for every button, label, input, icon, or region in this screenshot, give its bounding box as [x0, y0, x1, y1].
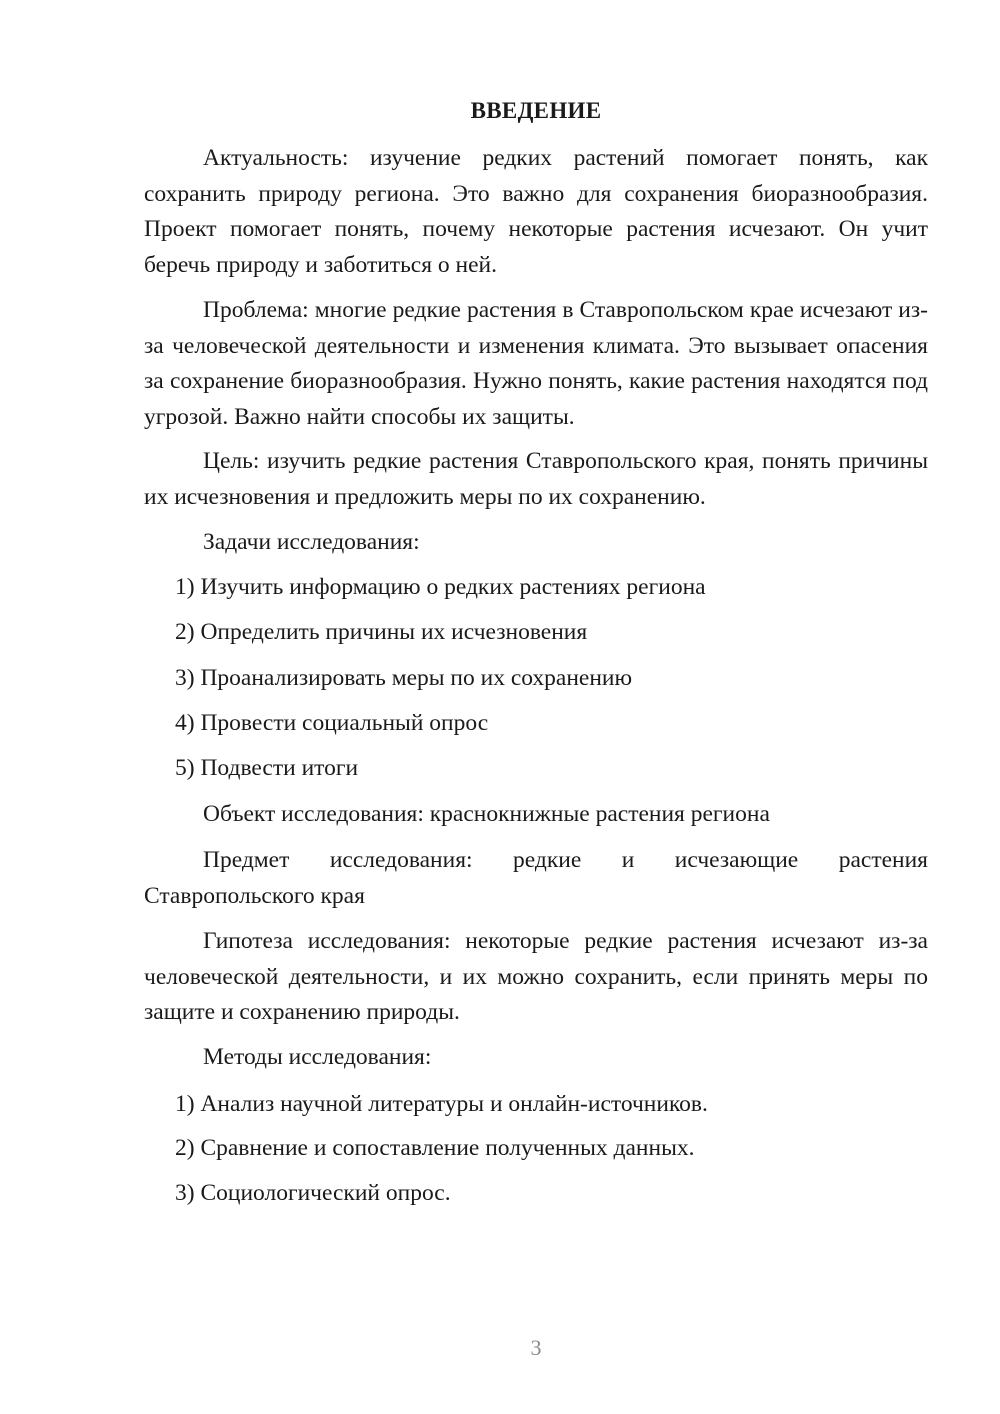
task-item: 5) Подвести итоги [175, 755, 359, 781]
task-item: 2) Определить причины их исчезновения [175, 619, 588, 645]
research-hypothesis: Гипотеза исследования: некоторые редкие растения исчезают из-за человеческой деятельности, и их можно сохранить, если принять меры по защите и сохранению природы. [144, 928, 928, 1025]
task-item: 3) Проанализировать меры по их сохранению [175, 665, 633, 691]
research-object: Объект исследования: краснокнижные растения региона [203, 801, 770, 827]
task-item: 4) Провести социальный опрос [175, 710, 489, 736]
section-title: ВВЕДЕНИЕ [470, 98, 602, 123]
problem-paragraph: Проблема: многие редкие растения в Ставропольском крае исчезают из-за человеческой деятельности и изменения климата. Это вызывает опасения за сохранение биоразнообразия. Нужно понять, какие растения находятся под угрозой. Важно найти способы их защиты. [144, 297, 928, 430]
goal-paragraph: Цель: изучить редкие растения Ставропольского края, понять причины их исчезновения и предложить меры по их сохранению. [144, 448, 928, 510]
method-item: 2) Сравнение и сопоставление полученных данных. [175, 1135, 695, 1161]
method-item: 3) Социологический опрос. [175, 1180, 451, 1206]
tasks-heading: Задачи исследования: [203, 529, 420, 555]
relevance-paragraph: Актуальность: изучение редких растений помогает понять, как сохранить природу региона. Это важно для сохранения биоразнообразия. Проект помогает понять, почему некоторые растения исчезают. Он учит беречь природу и заботиться о ней. [144, 145, 928, 278]
task-item: 1) Изучить информацию о редких растениях региона [175, 574, 706, 600]
page-number: 3 [530, 1335, 542, 1360]
research-subject: Предмет исследования: редкие и исчезающие растения Ставропольского края [144, 847, 928, 909]
methods-heading: Методы исследования: [203, 1044, 432, 1070]
method-item: 1) Анализ научной литературы и онлайн-источников. [175, 1091, 708, 1117]
